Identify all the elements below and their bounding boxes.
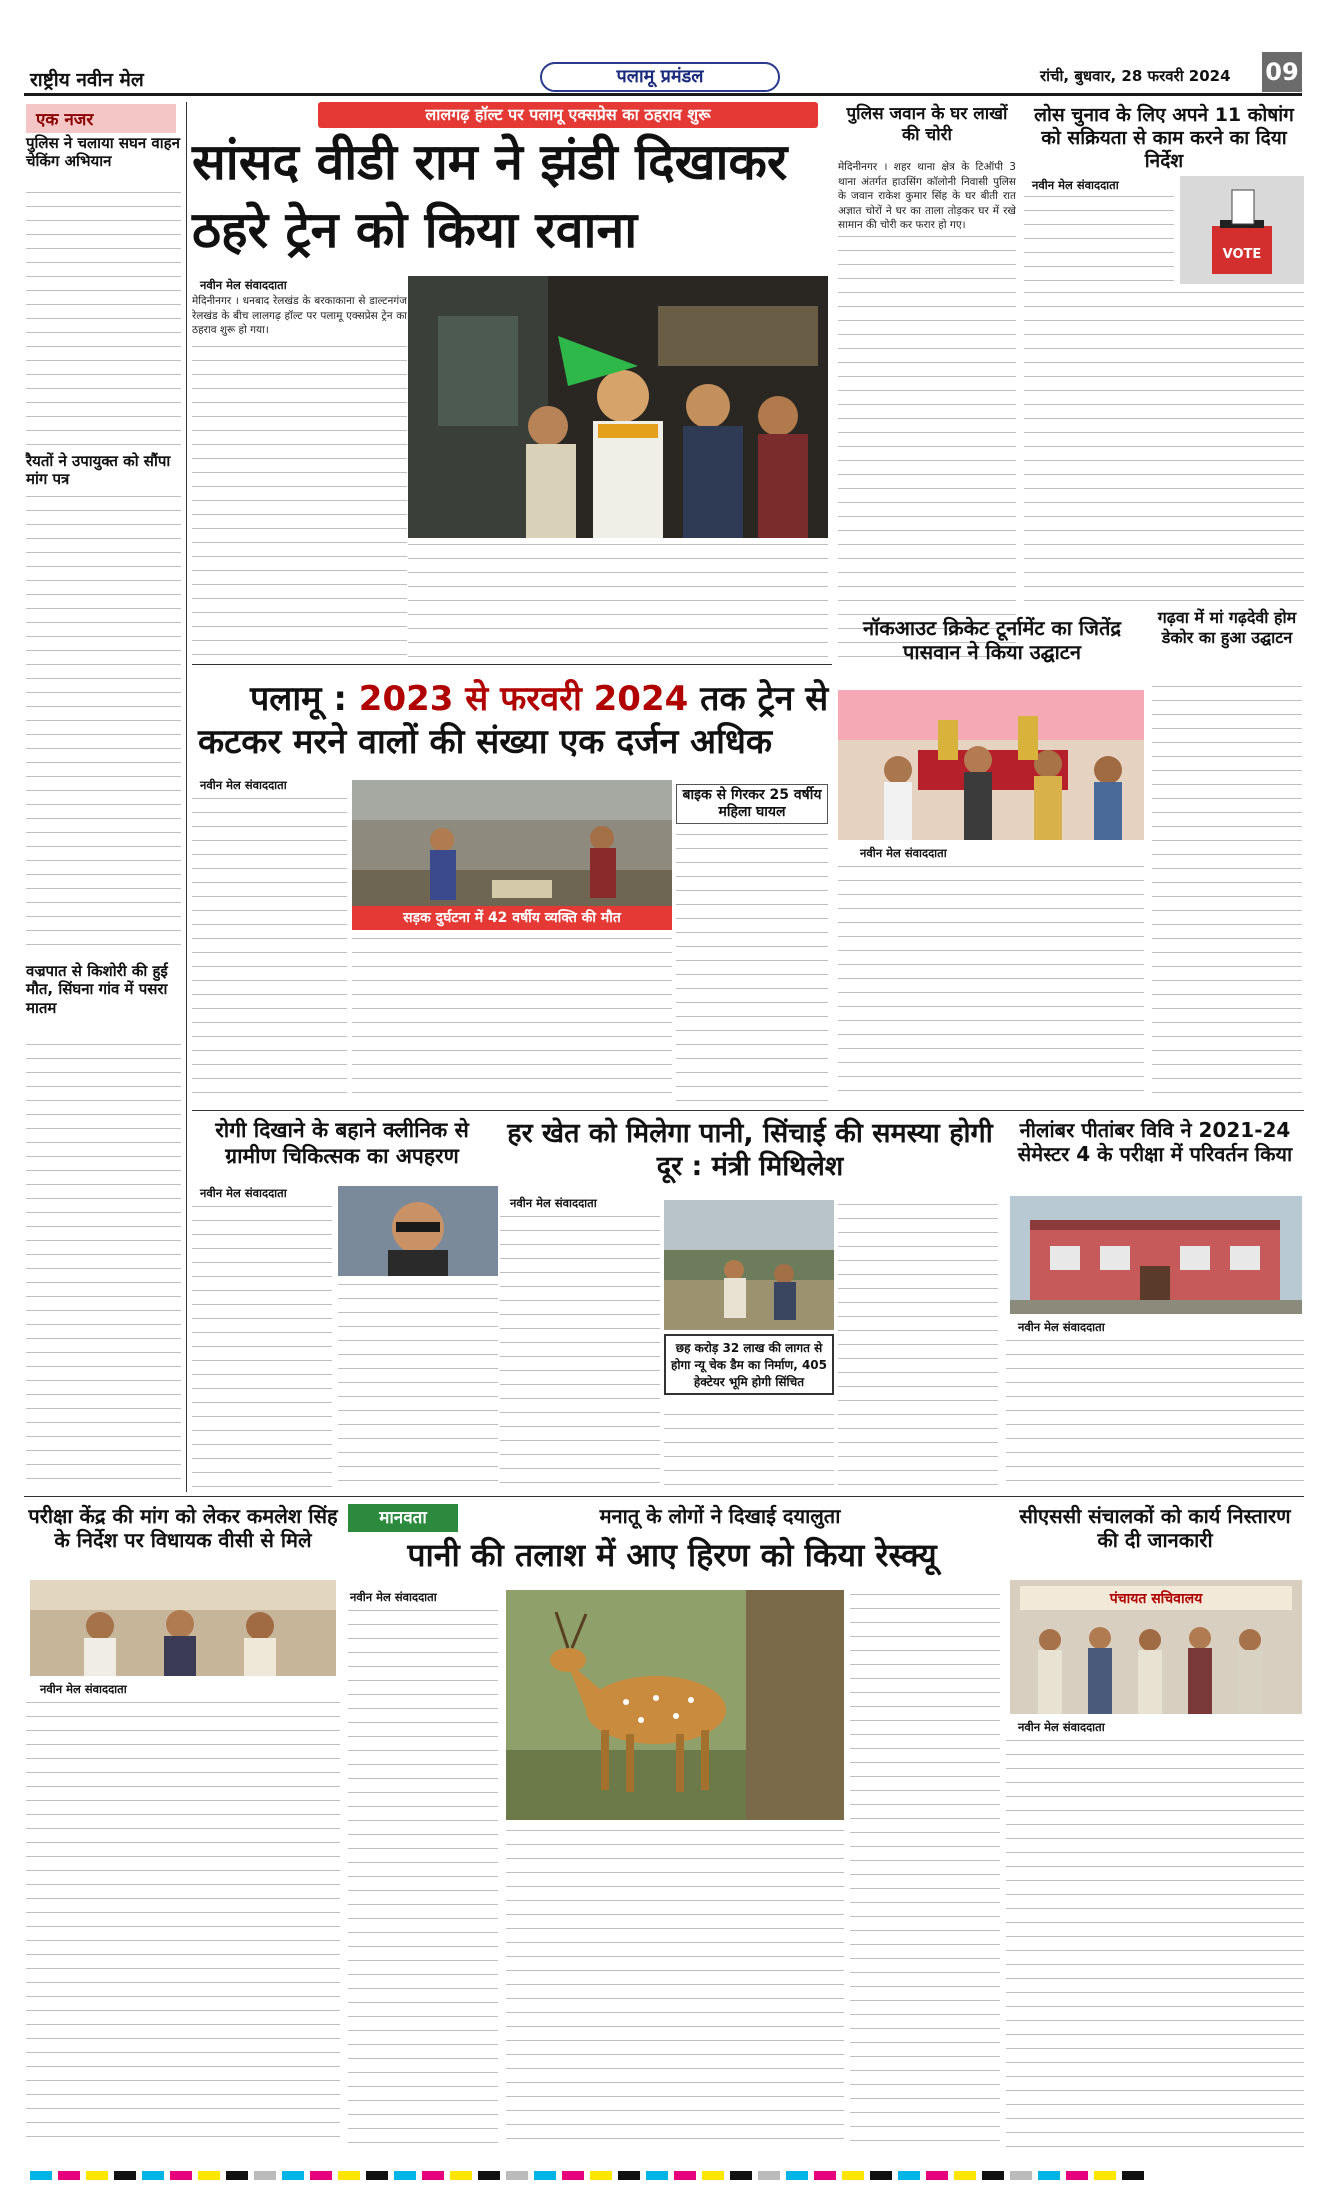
garhwa-home-body — [1152, 682, 1302, 1104]
train-deaths-body-2 — [352, 934, 672, 1104]
university-body — [1006, 1336, 1304, 1492]
cricket-photo — [838, 690, 1144, 840]
deer-body-3 — [850, 1590, 1000, 2150]
exam-centre-byline: नवीन मेल संवाददाता — [40, 1682, 127, 1696]
deer-photo — [506, 1590, 844, 1820]
train-deaths-photo — [352, 780, 672, 920]
kidnap-headline: रोगी दिखाने के बहाने क्लीनिक से ग्रामीण चिकित्सक का अपहरण — [215, 1118, 469, 1168]
ek-nazar-body-1 — [26, 188, 181, 448]
lead-headline-2: ठहरे ट्रेन को किया रवाना — [192, 201, 638, 259]
deer-headline: पानी की तलाश में आए हिरण को किया रेस्क्यू — [407, 1536, 937, 1574]
irrigation-body-1 — [500, 1212, 660, 1492]
kidnap-body-2 — [338, 1280, 498, 1492]
lead-body-columns-2 — [408, 540, 828, 660]
irrigation-body-3 — [838, 1200, 998, 1492]
ek-nazar-body-2 — [26, 492, 181, 952]
lead-headline-1: सांसद वीडी राम ने झंडी दिखाकर — [192, 133, 788, 191]
train-deaths-headline-1b: 2023 से फरवरी 2024 — [358, 679, 689, 719]
train-deaths-body-1 — [192, 794, 347, 1104]
lead-byline: नवीन मेल संवाददाता — [200, 278, 287, 292]
lead-body: मेदिनीनगर । धनबाद रेलखंड के बरकाकाना से डाल्टनगंज रेलखंड के बीच लालगढ़ हॉल्ट पर पलामू एक्सप्रेस ट्रेन का ठहराव शुरू हो गया। — [192, 295, 407, 336]
deer-body-1 — [348, 1606, 498, 2150]
exam-centre-headline: परीक्षा केंद्र की मांग को लेकर कमलेश सिंह के निर्देश पर विधायक वीसी से मिले — [28, 1504, 338, 1553]
dateline: रांची, बुधवार, 28 फरवरी 2024 — [1040, 67, 1231, 85]
kidnap-byline: नवीन मेल संवाददाता — [200, 1186, 287, 1200]
train-deaths-subhead: सड़क दुर्घटना में 42 वर्षीय व्यक्ति की मौत — [352, 906, 672, 930]
train-deaths-headline-1 — [250, 674, 830, 720]
irrigation-body-2 — [664, 1410, 834, 1492]
cricket-headline: नॉकआउट क्रिकेट टूर्नामेंट का जितेंद्र पासवान ने किया उद्घाटन — [863, 616, 1121, 665]
paper-name: राष्ट्रीय नवीन मेल — [30, 69, 144, 91]
ek-nazar-headline-1: पुलिस ने चलाया सघन वाहन चेकिंग अभियान — [26, 134, 180, 171]
lead-photo — [408, 276, 828, 538]
rule-mid — [192, 1110, 1304, 1111]
cricket-byline: नवीन मेल संवाददाता — [860, 846, 947, 860]
rule-train — [192, 664, 832, 665]
university-headline: नीलांबर पीतांबर विवि ने 2021-24 सेमेस्टर 4 के परीक्षा में परिवर्तन किया — [1017, 1118, 1293, 1167]
csc-banner-text: पंचायत सचिवालय — [1109, 1591, 1203, 1607]
irrigation-byline: नवीन मेल संवाददाता — [510, 1196, 597, 1210]
rule-lower — [24, 1496, 1304, 1497]
voters-image — [1180, 176, 1304, 284]
train-deaths-headline-1a: पलामू : — [250, 679, 359, 719]
irrigation-caption: छह करोड़ 32 लाख की लागत से होगा न्यू चेक डैम का निर्माण, 405 हेक्टेयर भूमि होगी सिंचित — [664, 1334, 834, 1395]
csc-headline: सीएससी संचालकों को कार्य निस्तारण की दी जानकारी — [1019, 1504, 1291, 1553]
theft-body-columns — [838, 232, 1016, 660]
print-color-bar — [30, 2166, 1300, 2180]
deer-body-2 — [506, 1826, 844, 2150]
bike-body — [676, 830, 828, 1104]
voters-body-1 — [1024, 192, 1174, 284]
ek-nazar-headline-3: वज्रपात से किशोरी की हुई मौत, सिंघना गांव में पसरा मातम — [26, 962, 168, 1017]
exam-centre-body — [26, 1698, 340, 2150]
deer-byline: नवीन मेल संवाददाता — [350, 1590, 437, 1604]
exam-centre-photo — [30, 1580, 336, 1676]
voters-body-2 — [1024, 288, 1304, 603]
deer-tag: मानवता — [348, 1504, 458, 1532]
csc-photo — [1010, 1580, 1302, 1714]
university-photo — [1010, 1196, 1302, 1314]
vote-label: VOTE — [1222, 247, 1262, 262]
theft-body: मेदिनीनगर । शहर थाना क्षेत्र के टिऑपी 3 थाना अंतर्गत हाउसिंग कॉलोनी निवासी पुलिस के जवान राकेश कुमार सिंह के घर बीती रात अज्ञात चोरों ने घर का ताला तोड़कर घर में रखे सामान की चोरी कर फरार हो गए। — [838, 161, 1016, 231]
train-deaths-byline: नवीन मेल संवाददाता — [200, 778, 287, 792]
ek-nazar-body-3 — [26, 1040, 181, 1480]
ek-nazar-headline-2: रैयतों ने उपायुक्त को सौंपा मांग पत्र — [26, 452, 171, 489]
voters-headline: लोस चुनाव के लिए अपने 11 कोषांग को सक्रियता से काम करने का दिया निर्देश — [1034, 104, 1294, 173]
lead-kicker: लालगढ़ हॉल्ट पर पलामू एक्सप्रेस का ठहराव शुरू — [318, 102, 818, 128]
ek-nazar-tag: एक नजर — [26, 104, 176, 133]
irrigation-headline: हर खेत को मिलेगा पानी, सिंचाई की समस्या होगी दूर : मंत्री मिथिलेश — [507, 1118, 993, 1182]
university-byline: नवीन मेल संवाददाता — [1018, 1320, 1105, 1334]
csc-byline: नवीन मेल संवाददाता — [1018, 1720, 1105, 1734]
csc-body — [1006, 1736, 1304, 2150]
deer-kicker: मनातू के लोगों ने दिखाई दयालुता — [599, 1504, 841, 1528]
train-deaths-headline-2: कटकर मरने वालों की संख्या एक दर्जन अधिक — [198, 722, 772, 762]
cricket-body — [838, 862, 1144, 1104]
theft-headline: पुलिस जवान के घर लाखों की चोरी — [846, 104, 1008, 145]
garhwa-home-headline: गढ़वा में मां गढ़देवी होम डेकोर का हुआ उद्घाटन — [1157, 608, 1297, 647]
kidnap-body-1 — [192, 1202, 332, 1492]
col-divider-left — [186, 102, 187, 1492]
page-number: 09 — [1262, 52, 1302, 92]
voters-byline: नवीन मेल संवाददाता — [1032, 178, 1119, 192]
lead-body-columns — [192, 342, 407, 660]
train-deaths-headline-1c: तक ट्रेन से — [688, 679, 829, 719]
irrigation-photo — [664, 1200, 834, 1330]
kidnap-photo — [338, 1186, 498, 1276]
bike-headline: बाइक से गिरकर 25 वर्षीय महिला घायल — [676, 784, 828, 824]
section-name: पलामू प्रमंडल — [540, 62, 780, 92]
